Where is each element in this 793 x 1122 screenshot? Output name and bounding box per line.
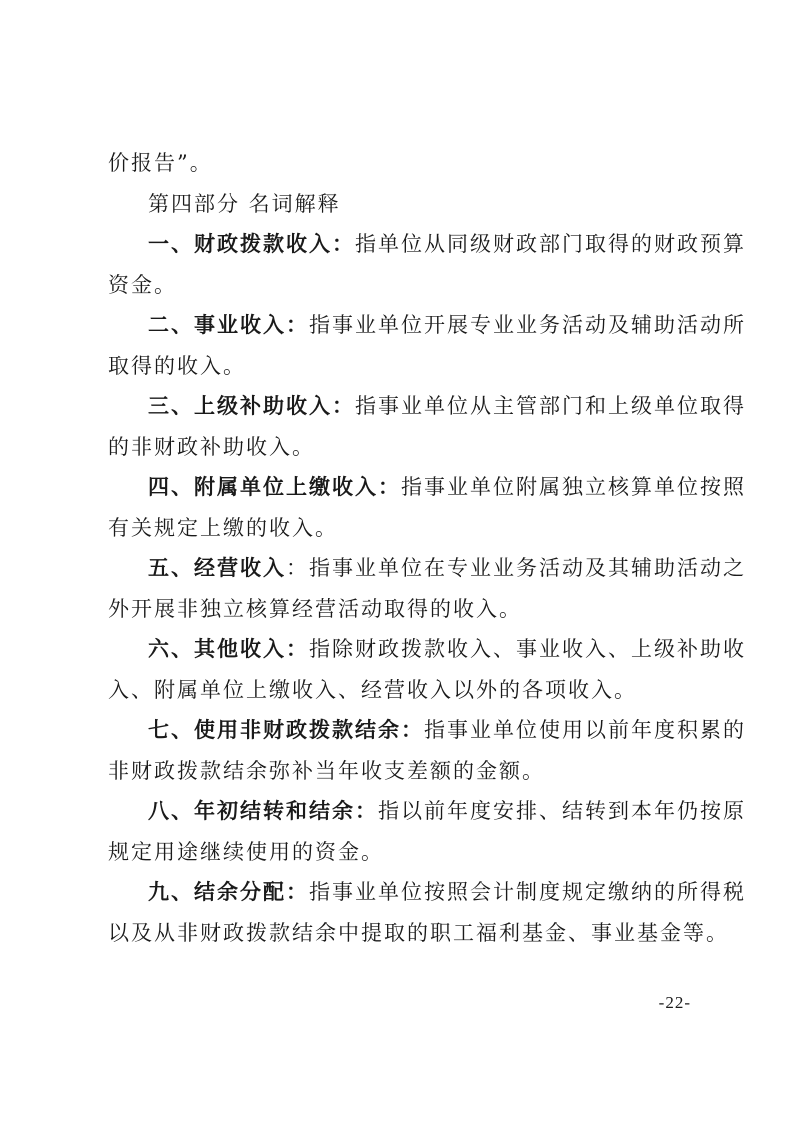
term-paragraph-7 xyxy=(108,710,746,791)
term-definition: 指事业单位从主管部门和上级单位取得 xyxy=(355,394,746,418)
term-definition-continued: 规定用途继续使用的资金。 xyxy=(108,839,384,864)
term-title: 九、结余分配： xyxy=(148,879,309,904)
term-definition: 指以前年度安排、结转到本年仍按原 xyxy=(378,799,746,823)
term-title: 七、使用非财政拨款结余： xyxy=(148,717,424,742)
section-heading: 第四部分 名词解释 xyxy=(148,191,341,216)
term-definition: 指事业单位附属独立核算单位按照 xyxy=(401,475,746,499)
term-definition-continued: 的非财政补助收入。 xyxy=(108,434,315,459)
term-paragraph-5 xyxy=(108,548,746,629)
term-title: 一、财政拨款收入： xyxy=(148,231,355,256)
term-definition: 指单位从同级财政部门取得的财政预算 xyxy=(355,232,746,256)
term-paragraph-2 xyxy=(108,305,746,386)
term-title: 四、附属单位上缴收入： xyxy=(148,474,401,499)
term-paragraph-4 xyxy=(108,467,746,548)
term-definition-continued: 入、附属单位上缴收入、经营收入以外的各项收入。 xyxy=(108,677,637,702)
term-paragraph-9 xyxy=(108,872,746,953)
term-title: 六、其他收入： xyxy=(148,636,309,661)
term-definition: 指事业单位按照会计制度规定缴纳的所得税 xyxy=(309,880,746,904)
term-definition: 指事业单位使用以前年度积累的 xyxy=(424,718,746,742)
term-title: 二、事业收入： xyxy=(148,312,309,337)
term-definition: 指事业单位开展专业业务活动及辅助活动所 xyxy=(309,313,746,337)
term-title: 八、年初结转和结余： xyxy=(148,798,378,823)
term-definition-continued: 有关规定上缴的收入。 xyxy=(108,515,338,540)
term-title: 五、经营收入 xyxy=(148,555,286,580)
term-definition-continued: 资金。 xyxy=(108,272,177,297)
page-number: -22- xyxy=(658,993,691,1012)
term-definition-continued: 外开展非独立核算经营活动取得的收入。 xyxy=(108,596,522,621)
continuation-line: 价报告”。 xyxy=(108,151,213,175)
term-definition-continued: 以及从非财政拨款结余中提取的职工福利基金、事业基金等。 xyxy=(108,920,729,945)
term-definition: 指除财政拨款收入、事业收入、上级补助收 xyxy=(309,637,746,661)
term-definition-continued: 非财政拨款结余弥补当年收支差额的金额。 xyxy=(108,758,545,783)
term-paragraph-8 xyxy=(108,791,746,872)
term-paragraph-1 xyxy=(108,224,746,305)
term-title: 三、上级补助收入： xyxy=(148,393,355,418)
term-definition-continued: 取得的收入。 xyxy=(108,353,246,378)
term-paragraph-3 xyxy=(108,386,746,467)
term-paragraph-6 xyxy=(108,629,746,710)
term-definition: ：指事业单位在专业业务活动及其辅助活动之 xyxy=(286,556,746,580)
document-body xyxy=(108,143,746,953)
